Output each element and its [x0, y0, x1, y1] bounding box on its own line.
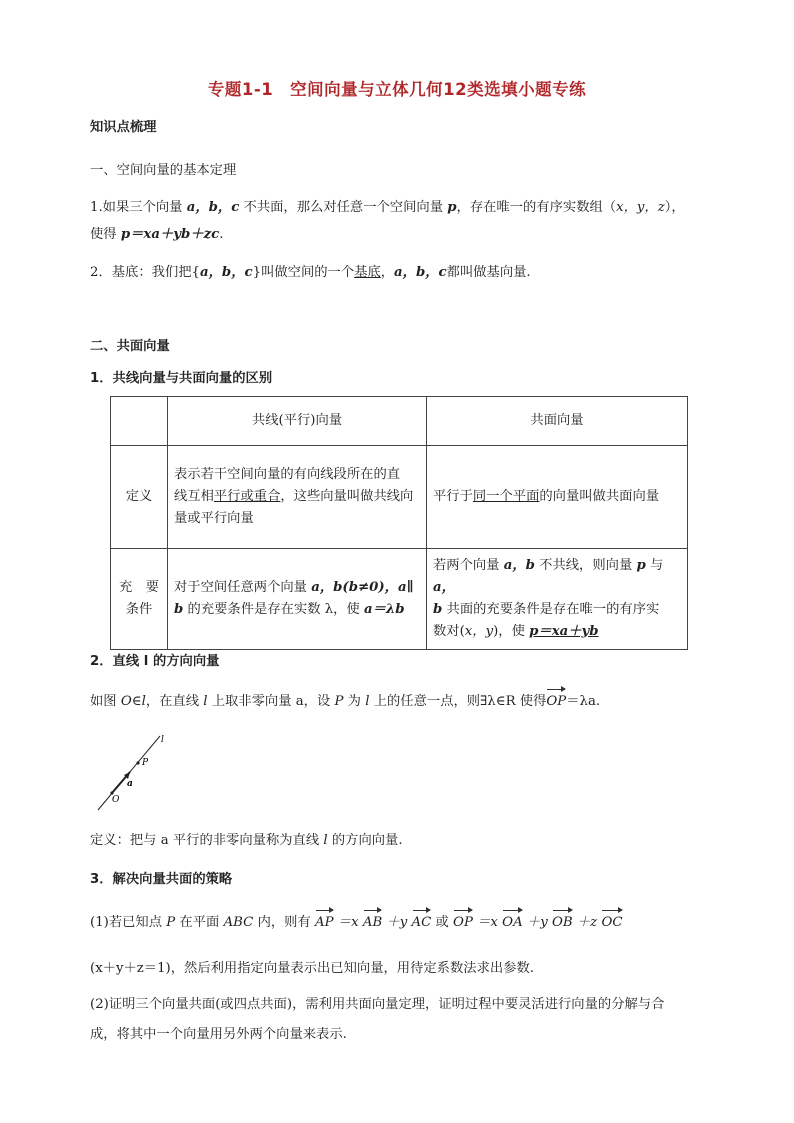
theorem-line-1: 1.如果三个向量 a，b，c 不共面，那么对任意一个空间向量 p，存在唯一的有序实数组（x，y，z），	[90, 200, 685, 215]
strategy-2-line-2: 成，将其中一个向量用另外两个向量来表示.	[90, 1027, 347, 1042]
label-l: l	[161, 735, 164, 745]
point-P	[136, 761, 139, 764]
direction-vector-text: 如图 O∈l，在直线 l 上取非零向量 a，设 P 为 l 上的任意一点，则∃λ∈R 使得OP＝λa.	[90, 691, 600, 713]
row-label-definition: 定义	[111, 446, 168, 549]
direction-vector-definition: 定义：把与 a 平行的非零向量称为直线 l 的方向向量.	[90, 833, 403, 848]
cell-coplanar-definition: 平行于同一个平面的向量叫做共面向量	[427, 446, 688, 549]
heading-basic-theorem: 一、空间向量的基本定理	[90, 163, 237, 178]
row-label-condition: 充 要 条件	[111, 549, 168, 650]
strategy-2-line-1: (2)证明三个向量共面(或四点共面)，需利用共面向量定理，证明过程中要灵活进行向量的分解与合	[90, 997, 665, 1012]
table-header-empty	[111, 397, 168, 446]
strategy-1-line-1: (1)若已知点 P 在平面 ABC 内，则有 AP ＝x AB ＋y AC 或 OP ＝x OA ＋y OB ＋z OC	[90, 912, 623, 934]
cell-coplanar-condition: 若两个向量 a，b 不共线，则向量 p 与 a， b 共面的充要条件是存在唯一的有序实 数对(x，y)，使 p＝xa＋yb	[427, 549, 688, 650]
cell-collinear-definition: 表示若干空间向量的有向线段所在的直 线互相平行或重合，这些向量叫做共线向 量或平行向量	[168, 446, 427, 549]
label-a: a	[127, 779, 133, 789]
line-direction-figure	[90, 728, 180, 814]
table-header-row	[111, 397, 688, 446]
subheading-difference: 1．共线向量与共面向量的区别	[90, 371, 273, 386]
subheading-strategy: 3．解决向量共面的策略	[90, 872, 233, 887]
basis-definition: 2．基底：我们把{a，b，c}叫做空间的一个基底，a，b，c都叫做基向量.	[90, 265, 531, 280]
theorem-line-2: 使得 p＝xa＋yb＋zc.	[90, 227, 224, 242]
cell-collinear-condition: 对于空间任意两个向量 a，b(b≠0)，a∥ b 的充要条件是存在实数 λ，使 a＝λb	[168, 549, 427, 650]
section-knowledge-summary: 知识点梳理	[90, 120, 157, 135]
page-title: 专题1-1 空间向量与立体几何12类选填小题专练	[207, 80, 587, 99]
comparison-table	[110, 396, 688, 650]
table-header-collinear: 共线(平行)向量	[168, 397, 427, 446]
label-P: P	[142, 758, 149, 768]
heading-coplanar-vectors: 二、共面向量	[90, 339, 170, 354]
subheading-direction-vector: 2．直线 l 的方向向量	[90, 654, 220, 669]
strategy-1-line-2: (x＋y＋z＝1)，然后利用指定向量表示出已知向量，用待定系数法求出参数.	[90, 961, 534, 976]
table-row-definition	[111, 446, 688, 549]
table-header-coplanar: 共面向量	[427, 397, 688, 446]
label-O: O	[112, 795, 120, 805]
table-row-condition	[111, 549, 688, 650]
